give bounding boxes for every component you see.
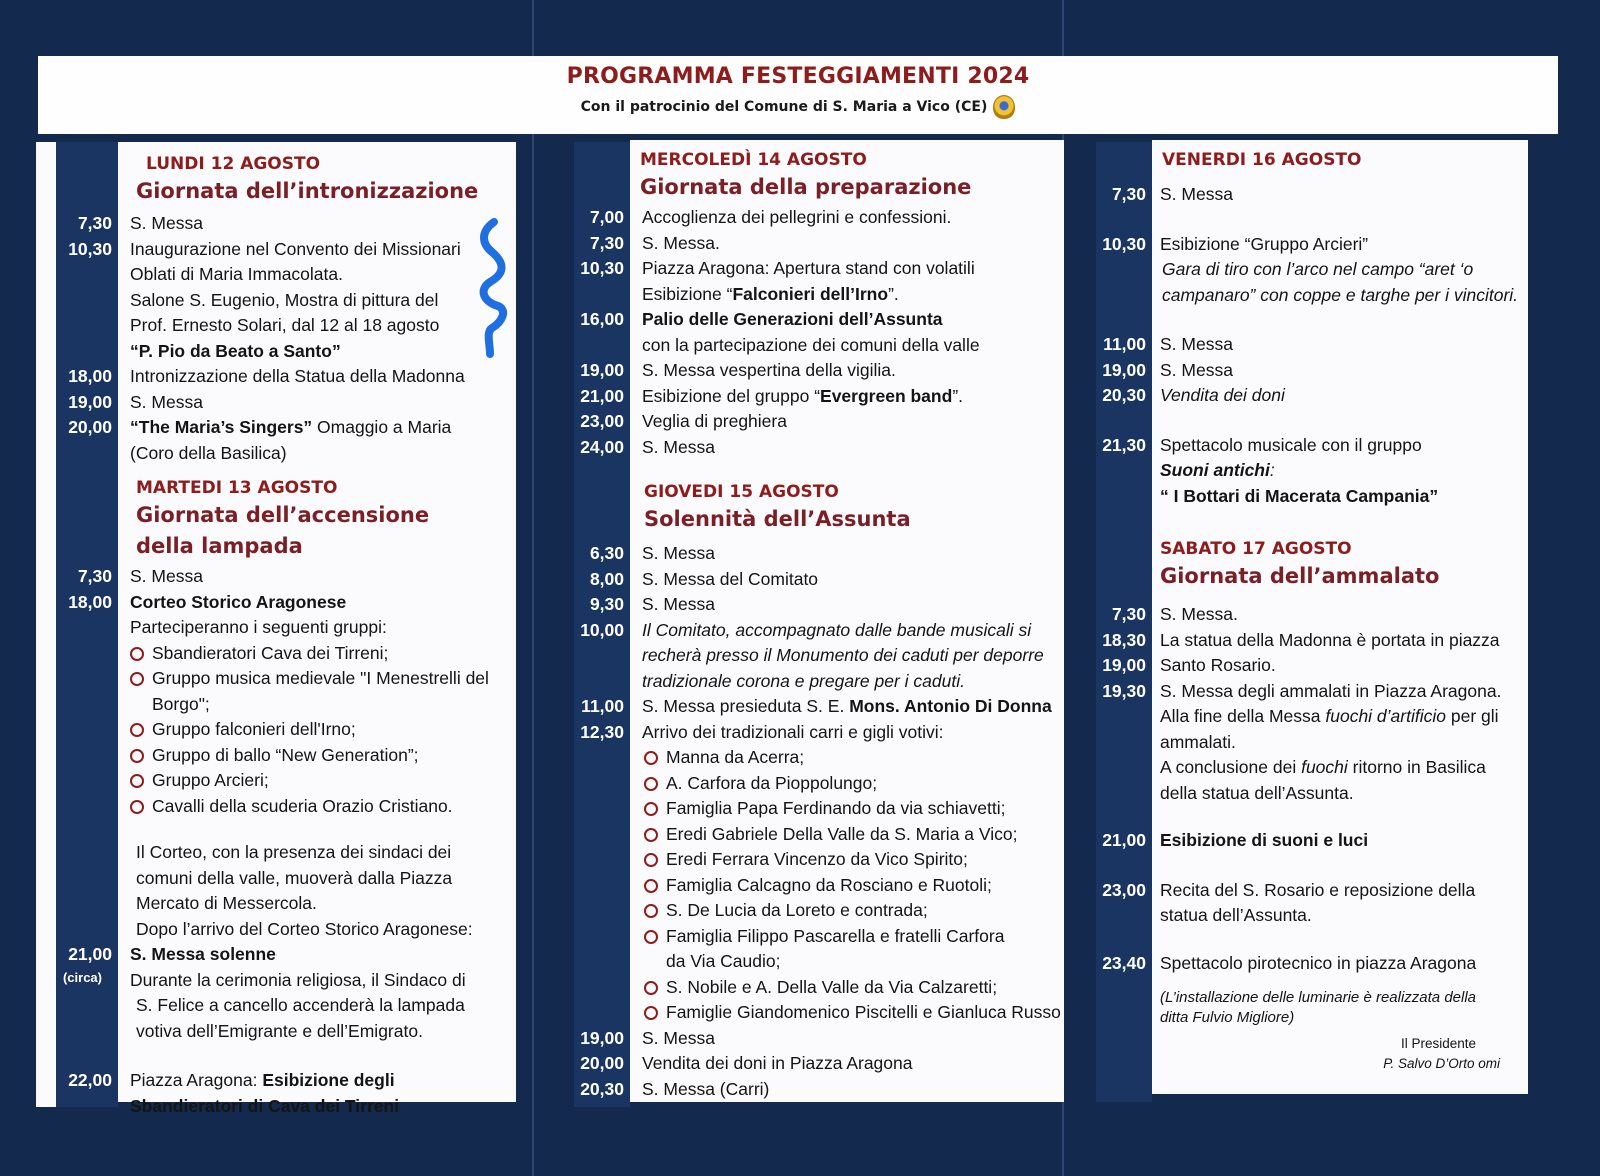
time-label: 10,30 — [1102, 233, 1146, 254]
event-text: Salone S. Eugenio, Mostra di pittura del — [130, 289, 439, 310]
municipal-crest-icon — [993, 95, 1015, 119]
time-label: 7,30 — [1111, 184, 1146, 204]
schedule-row: Esibizione “Falconieri dell’Irno”. — [642, 283, 899, 304]
schedule-row: Sbandieratori di Cava dei Tirreni — [130, 1095, 400, 1116]
time-label: 19,00 — [68, 391, 112, 412]
time-label: 23,40 — [1102, 952, 1146, 973]
event-text: Omaggio a Maria — [312, 417, 452, 437]
day-tuesday-theme: Giornata dell’accensione — [136, 503, 430, 527]
list-item: Sbandieratori Cava dei Tirreni; — [130, 641, 516, 667]
schedule-row: 10,30 Esibizione “Gruppo Arcieri” — [1096, 232, 1528, 258]
event-text: Corteo Storico Aragonese — [130, 591, 347, 612]
event-text: S. Messa — [130, 213, 203, 233]
schedule-row: A conclusione dei fuochi ritorno in Basilica — [1160, 757, 1486, 777]
schedule-row: 20,00 Vendita dei doni in Piazza Aragona — [574, 1051, 1064, 1077]
list-item: Famiglie Giandomenico Piscitelli e Gianluca Russo — [644, 1000, 1064, 1026]
col3-content — [1096, 148, 1528, 1074]
schedule-row: Gara di tiro con l’arco nel campo “aret ‘o — [1162, 259, 1474, 279]
corteo-paragraph: Il Corteo, con la presenza dei sindaci dei comuni della valle, muoverà dalla Piazza Mercato di Messercola. Dopo l’arrivo del Corteo Storico Aragonese: — [136, 842, 473, 939]
schedule-row: 20,30 Vendita dei doni — [1096, 383, 1528, 409]
time-label: 7,30 — [77, 213, 112, 233]
schedule-row: 18,30 La statua della Madonna è portata in piazza — [1096, 628, 1528, 654]
time-label: 10,00 — [580, 619, 624, 640]
schedule-row — [56, 590, 516, 616]
time-note: (circa) — [62, 969, 102, 985]
time-label: 7,00 — [589, 207, 624, 227]
circle-bullet-icon — [644, 777, 658, 791]
col1-content: LUNDI 12 AGOSTO Giornata dell’intronizzazione 7,30 S. Messa 10,30 Inaugurazione nel Convento dei Missionari Oblati di Maria Immacolata. Salone S. Eugenio, Mostra di pittura del Prof. Ernesto Solari, dal 12 al 18 agosto “P. Pio da Beato a Santo” 18,00 Intronizzazione della Statua della Madonna 19,00 S. Messa 20,00 “The Maria’s Singers” Omaggio a Maria (Coro della Basilica) MARTEDI 13 AGOSTO Giornata dell’accensione della lampada 7,30 S. Messa 18,00 Corteo Storico Aragonese Parteciperanno i seguenti gruppi: Sbandieratori Cava dei Tirreni; Gruppo musica medievale "I Menestrelli del Borgo"; Gruppo falconieri dell'Irno; Gruppo di ballo “New Generation”; Gruppo Arcieri; Cavalli della scuderia Orazio Cristiano. Il Corteo, con la presenza dei sindaci dei comuni della valle, muoverà dalla Piazza Mercato di Messercola. Dopo l’arrivo del Corteo Storico Aragonese: 21,00 S. Messa solenne (circa) Durante la cerimonia religiosa, il Sindaco di S. Felice a cancello accenderà la lampada votiva dell’Emigrante e dell’Emigrato. 22,00 Piazza Aragona: Esibizione degli Sbandieratori di Cava dei Tirreni — [56, 152, 516, 1119]
circle-bullet-icon — [644, 751, 658, 765]
day-thursday-date: GIOVEDI 15 AGOSTO — [644, 482, 839, 502]
subtitle — [581, 95, 1016, 119]
event-text: Oblati di Maria Immacolata. — [130, 264, 343, 284]
schedule-row: 19,00 S. Messa — [574, 1026, 1064, 1052]
time-label: 18,00 — [68, 591, 112, 612]
schedule-row — [56, 441, 516, 467]
list-item: S. Nobile e A. Della Valle da Via Calzaretti; — [644, 975, 1064, 1001]
schedule-row — [56, 415, 516, 441]
time-label: 21,00 — [1102, 830, 1146, 850]
time-label: 8,00 — [589, 568, 624, 589]
schedule-row: 23,00 Recita del S. Rosario e reposizione della — [1096, 878, 1528, 904]
schedule-row: Alla fine della Messa fuochi d’artificio per gli — [1160, 706, 1499, 726]
schedule-row: 10,30 Piazza Aragona: Apertura stand con volatili — [574, 256, 1064, 282]
time-label: 20,00 — [68, 417, 112, 437]
schedule-row — [56, 390, 516, 416]
list-item: S. De Lucia da Loreto e contrada; — [644, 898, 1064, 924]
schedule-row: ammalati. — [1160, 731, 1236, 752]
time-label: 7,30 — [77, 566, 112, 586]
time-label: 10,30 — [580, 258, 624, 278]
header-banner — [38, 56, 1558, 134]
time-label: 20,00 — [580, 1053, 624, 1073]
schedule-row: 20,30 S. Messa (Carri) — [574, 1077, 1064, 1103]
time-label: 23,00 — [580, 411, 624, 431]
schedule-row: recherà presso il Monumento dei caduti per deporre — [642, 645, 1044, 665]
schedule-row: 21,30 Spettacolo musicale con il gruppo — [1096, 433, 1528, 459]
time-label: 21,00 — [68, 944, 112, 964]
circle-bullet-icon — [644, 1006, 658, 1020]
day-monday-theme: Giornata dell’intronizzazione — [136, 179, 479, 203]
time-label: 19,00 — [1102, 359, 1146, 380]
list-item: A. Carfora da Pioppolungo; — [644, 771, 1064, 797]
event-text: Parteciperanno i seguenti gruppi: — [130, 617, 387, 637]
schedule-row: 7,30 S. Messa. — [1096, 602, 1528, 628]
time-label: 18,30 — [1102, 629, 1146, 650]
schedule-row: 16,00 Palio delle Generazioni dell’Assunta — [574, 307, 1064, 333]
day-wednesday-date: MERCOLEDÌ 14 AGOSTO — [640, 150, 867, 170]
page-title: PROGRAMMA FESTEGGIAMENTI 2024 — [566, 64, 1030, 89]
circle-bullet-icon — [644, 930, 658, 944]
time-label: 11,00 — [1103, 334, 1146, 354]
circle-bullet-icon — [644, 802, 658, 816]
time-label: 6,30 — [589, 543, 624, 563]
schedule-row — [56, 364, 516, 390]
time-label: 18,00 — [68, 366, 112, 386]
schedule-row — [56, 339, 516, 365]
event-text: S. Messa solenne — [130, 944, 276, 964]
schedule-row: 19,30 S. Messa degli ammalati in Piazza Aragona. — [1096, 679, 1528, 705]
patronage-text: Con il patrocinio del Comune di S. Maria a Vico (CE) — [580, 99, 988, 115]
circle-bullet-icon — [130, 647, 144, 661]
list-item: Famiglia Calcagno da Rosciano e Ruotoli; — [644, 873, 1064, 899]
time-label: 21,30 — [1102, 434, 1146, 455]
circle-bullet-icon — [130, 672, 144, 686]
event-text: Intronizzazione della Statua della Madonna — [130, 366, 465, 386]
schedule-row — [56, 237, 516, 263]
list-item: Manna da Acerra; — [644, 745, 1064, 771]
time-label: 20,30 — [1102, 385, 1146, 405]
time-label: 22,00 — [68, 1070, 112, 1090]
schedule-row — [56, 942, 516, 968]
schedule-row: 23,00 Veglia di preghiera — [574, 409, 1064, 435]
schedule-row — [56, 313, 516, 339]
time-label: 20,30 — [580, 1078, 624, 1099]
circle-bullet-icon — [644, 904, 658, 918]
time-label: 7,30 — [1111, 604, 1146, 624]
col1-left-strip — [36, 142, 56, 1107]
schedule-row: 21,00 Esibizione di suoni e luci — [1096, 828, 1528, 854]
list-item: da Via Caudio; — [666, 951, 781, 971]
schedule-row: 7,00 Accoglienza dei pellegrini e confessioni. — [574, 205, 1064, 231]
event-text: S. Messa — [130, 566, 203, 586]
time-label: 11,00 — [581, 696, 624, 716]
day-tuesday-theme-cont: della lampada — [136, 534, 303, 558]
schedule-row: Suoni antichi: — [1160, 460, 1275, 480]
circle-bullet-icon — [644, 981, 658, 995]
list-item: Gruppo falconieri dell'Irno; — [130, 717, 516, 743]
list-item: Borgo"; — [152, 693, 210, 714]
signature-title: Il Presidente — [1400, 1036, 1476, 1051]
event-text: (Coro della Basilica) — [130, 442, 287, 463]
schedule-row: 9,30 S. Messa — [574, 592, 1064, 618]
schedule-row — [56, 615, 516, 641]
schedule-row: con la partecipazione dei comuni della valle — [642, 334, 980, 355]
circle-bullet-icon — [130, 774, 144, 788]
circle-bullet-icon — [130, 800, 144, 814]
list-item: Famiglia Filippo Pascarella e fratelli Carfora — [644, 924, 1064, 950]
schedule-row: 24,00 S. Messa — [574, 435, 1064, 461]
schedule-row — [56, 288, 516, 314]
signature-name: P. Salvo D’Orto omi — [1383, 1056, 1500, 1071]
event-text: S. Messa — [130, 391, 203, 412]
time-label: 23,00 — [1102, 879, 1146, 900]
schedule-row: 21,00 Esibizione del gruppo “Evergreen band”. — [574, 384, 1064, 410]
col2-content — [574, 148, 1064, 1102]
day-thursday-theme: Solennità dell’Assunta — [644, 507, 911, 531]
time-label: 19,00 — [580, 360, 624, 380]
event-text: Inaugurazione nel Convento dei Missionari — [130, 238, 461, 259]
schedule-row: 19,00 Santo Rosario. — [1096, 653, 1528, 679]
time-label: 10,30 — [68, 238, 112, 259]
schedule-row: 7,30 S. Messa — [1096, 182, 1528, 208]
schedule-row: 12,30 Arrivo dei tradizionali carri e gigli votivi: — [574, 720, 1064, 746]
schedule-row: 19,00 S. Messa — [1096, 358, 1528, 384]
time-label: 12,30 — [580, 721, 624, 742]
schedule-row: 6,30 S. Messa — [574, 541, 1064, 567]
event-text: Prof. Ernesto Solari, dal 12 al 18 agosto — [130, 315, 440, 335]
schedule-row: (circa) Durante la cerimonia religiosa, il Sindaco di — [56, 968, 516, 994]
time-label: 21,00 — [580, 385, 624, 406]
schedule-row — [56, 564, 516, 590]
schedule-row — [56, 211, 516, 237]
exhibit-title: “P. Pio da Beato a Santo” — [130, 340, 341, 361]
schedule-row: 10,00 Il Comitato, accompagnato dalle bande musicali si — [574, 618, 1064, 644]
groups-list — [56, 641, 516, 820]
day-monday-date: LUNDI 12 AGOSTO — [146, 154, 321, 174]
list-item: Eredi Ferrara Vincenzo da Vico Spirito; — [644, 847, 1064, 873]
schedule-row: “ I Bottari di Macerata Campania” — [1160, 485, 1439, 506]
schedule-row: 7,30 S. Messa. — [574, 231, 1064, 257]
list-item: Gruppo di ballo “New Generation”; — [130, 743, 516, 769]
schedule-row: tradizionale corona e pregare per i caduti. — [642, 670, 965, 691]
day-tuesday-date: MARTEDI 13 AGOSTO — [136, 478, 338, 498]
schedule-row: 11,00 S. Messa — [1096, 332, 1528, 358]
time-label: 16,00 — [580, 309, 624, 329]
schedule-row: campanaro” con coppe e targhe per i vincitori. — [1162, 284, 1519, 305]
time-label: 19,00 — [580, 1027, 624, 1048]
schedule-row: 11,00 S. Messa presieduta S. E. Mons. Antonio Di Donna — [574, 694, 1064, 720]
day-wednesday-theme: Giornata della preparazione — [640, 175, 972, 199]
circle-bullet-icon — [644, 828, 658, 842]
schedule-row: 19,00 S. Messa vespertina della vigilia. — [574, 358, 1064, 384]
time-label: 7,30 — [589, 232, 624, 253]
choir-name: “The Maria’s Singers” — [130, 417, 313, 437]
luminarie-note: (L’installazione delle luminarie è realizzata della ditta Fulvio Migliore) — [1160, 989, 1477, 1026]
list-item: Eredi Gabriele Della Valle da S. Maria a Vico; — [644, 822, 1064, 848]
carri-list — [574, 745, 1064, 1026]
time-label: 9,30 — [589, 594, 624, 614]
schedule-row: 22,00 Piazza Aragona: Esibizione degli — [56, 1068, 516, 1094]
time-label: 19,00 — [1102, 655, 1146, 675]
day-friday-date: VENERDI 16 AGOSTO — [1162, 150, 1362, 170]
day-saturday-date: SABATO 17 AGOSTO — [1160, 539, 1352, 559]
schedule-row: 8,00 S. Messa del Comitato — [574, 567, 1064, 593]
list-item: Gruppo musica medievale "I Menestrelli del — [130, 666, 516, 692]
time-label: 24,00 — [580, 436, 624, 457]
list-item: Gruppo Arcieri; — [130, 768, 516, 794]
schedule-row: della statua dell’Assunta. — [1160, 782, 1354, 803]
circle-bullet-icon — [130, 723, 144, 737]
time-label: 19,30 — [1102, 680, 1146, 701]
schedule-row: statua dell’Assunta. — [1160, 905, 1312, 925]
schedule-row — [56, 262, 516, 288]
day-saturday-theme: Giornata dell’ammalato — [1160, 564, 1440, 588]
list-item: Cavalli della scuderia Orazio Cristiano. — [130, 794, 516, 820]
circle-bullet-icon — [130, 749, 144, 763]
circle-bullet-icon — [644, 879, 658, 893]
list-item: Famiglia Papa Ferdinando da via schiavetti; — [644, 796, 1064, 822]
schedule-row: 23,40 Spettacolo pirotecnico in piazza Aragona — [1096, 951, 1528, 977]
circle-bullet-icon — [644, 853, 658, 867]
